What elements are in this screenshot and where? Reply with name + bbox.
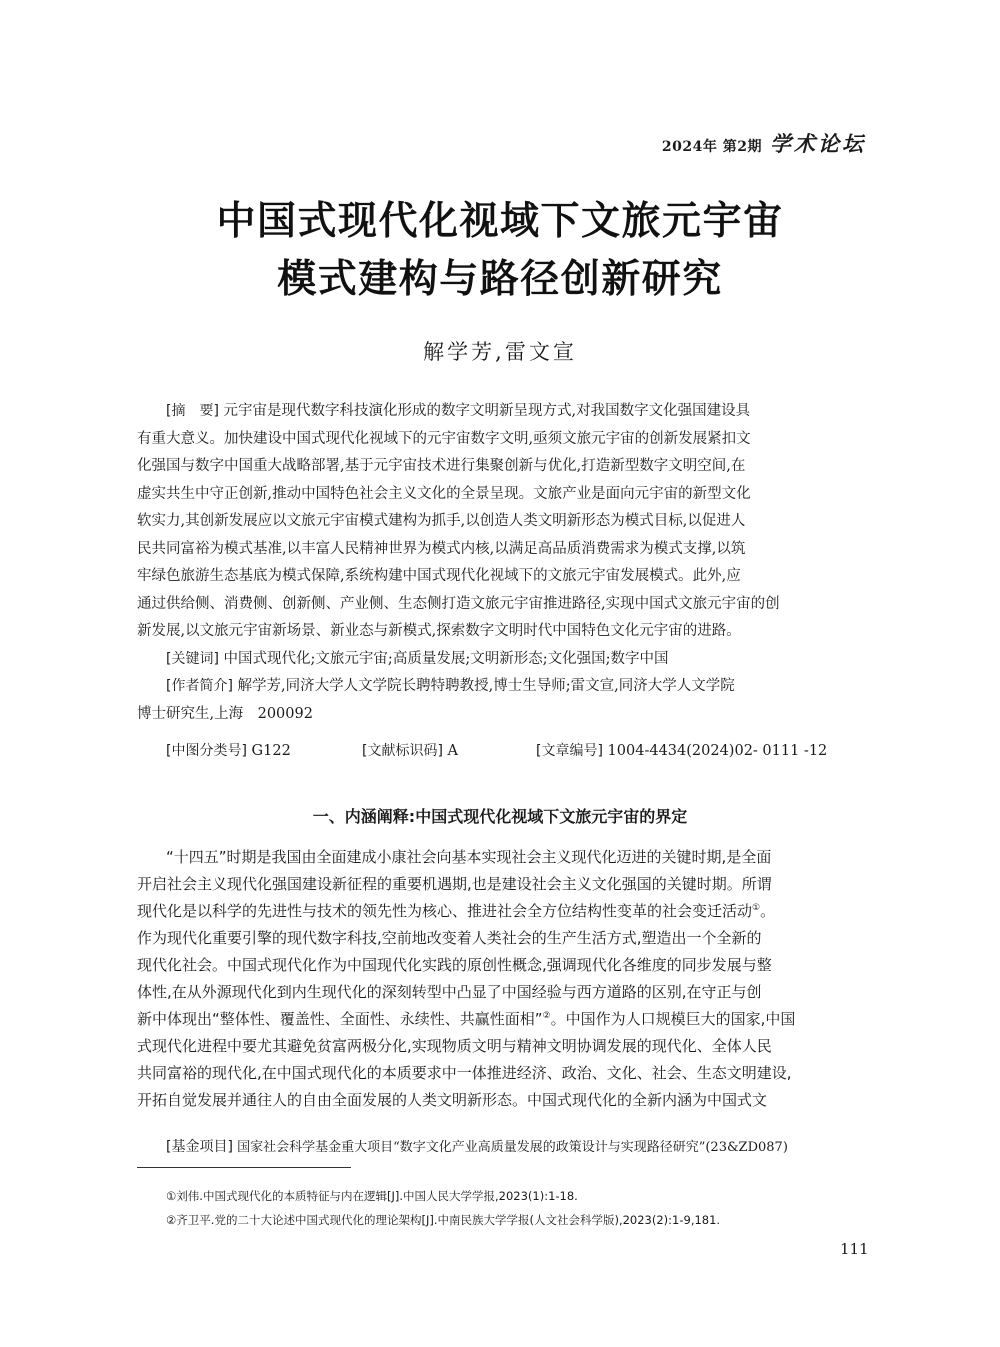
author-intro-line-2: 博士研究生,上海 200092 [137,705,313,722]
abstract-line: 民共同富裕为模式基准,以丰富人民精神世界为模式内核,以满足高品质消费需求为模式支撑,以筑 [137,540,746,557]
footnote-divider [137,1167,351,1168]
document-code: [文献标识码] A [362,743,459,759]
clc-code: [中图分类号] G122 [166,743,291,759]
body-line: 作为现代化重要引擎的现代数字科技,空前地改变着人类社会的生产生活方式,塑造出一个全新的 [137,929,762,947]
classification-row [166,740,866,760]
abstract-line: 通过供给侧、消费侧、创新侧、产业侧、生态侧打造文旅元宇宙推进路径,实现中国式文旅元宇宙的创 [137,595,780,612]
fund-note [166,1136,788,1156]
keywords-label: [关键词] [166,650,219,667]
abstract-line: 虚实共生中守正创新,推动中国特色社会主义文化的全景呈现。文旅产业是面向元宇宙的新型文化 [137,485,751,502]
body-line: 开拓自觉发展并通往人的自由全面发展的人类文明新形态。中国式现代化的全新内涵为中国式文 [137,1091,768,1109]
abstract-line: 有重大意义。加快建设中国式现代化视域下的元宇宙数字文明,亟须文旅元宇宙的创新发展紧扣文 [137,430,751,447]
abstract-line: 化强国与数字中国重大战略部署,基于元宇宙技术进行集聚创新与优化,打造新型数字文明空间,在 [137,458,746,474]
body-line: 共同富裕的现代化,在中国式现代化的本质要求中一体推进经济、政治、文化、社会、生态文明建设, [137,1064,792,1082]
journal-header [662,128,866,158]
abstract-line: 牢绿色旅游生态基底为模式保障,系统构建中国式现代化视域下的文旅元宇宙发展模式。此外,应 [137,568,741,584]
article-authors: 解学芳,雷文宣 [423,340,577,364]
journal-issue: 2024年 第2期 [661,139,762,155]
section-heading: 一、内涵阐释:中国式现代化视域下文旅元宇宙的界定 [312,807,688,826]
body-line: 现代化社会。中国式现代化作为中国现代化实践的原创性概念,强调现代化各维度的同步发展与整 [137,956,772,974]
article-number: [文章编号] 1004-4434(2024)02- 0111 -12 [536,743,828,759]
abstract-line: 软实力,其创新发展应以文旅元宇宙模式建构为抓手,以创造人类文明新形态为模式目标,以促进人 [137,513,746,529]
body-line: 开启社会主义现代化强国建设新征程的重要机遇期,也是建设社会主义文化强国的关键时期。所谓 [137,875,772,893]
article-title-line-1: 中国式现代化视域下文旅元宇宙 [216,199,784,244]
body-line: 式现代化进程中要尤其避免贫富两极分化,实现物质文明与精神文明协调发展的现代化、全体人民 [137,1037,772,1055]
fund-label: [基金项目] [166,1139,233,1155]
body-line: 体性,在从外源现代化到内生现代化的深刻转型中凸显了中国经验与西方道路的区别,在守正与创 [137,983,762,1001]
keywords [137,646,867,674]
abstract-label: [摘 要] [166,403,219,419]
page-number: 111 [840,1240,869,1258]
journal-name: 学术论坛 [770,131,866,156]
body-line: 现代化是以科学的先进性与技术的领先性为核心、推进社会全方位结构性变革的社会变迁活动①。 [137,902,776,920]
abstract-line: [摘 要] 元宇宙是现代数字科技演化形成的数字文明新呈现方式,对我国数字文化强国建设具 [166,403,751,419]
body-line: “十四五”时期是我国由全面建成小康社会向基本实现社会主义现代化迈进的关键时期,是全面 [166,848,772,866]
abstract [137,398,867,728]
fund-text: 国家社会科学基金重大项目“数字文化产业高质量发展的政策设计与实现路径研究”(23&ZD087) [232,1140,788,1155]
body-line: 新中体现出“整体性、覆盖性、全面性、永续性、共赢性面相”②。中国作为人口规模巨大的国家,中国 [137,1010,796,1028]
footnote-ref[interactable]: ① [752,903,761,913]
footnote-ref[interactable]: ② [542,1011,551,1021]
author-intro: [作者简介] 解学芳,同济大学人文学院长聘特聘教授,博士生导师;雷文宣,同济大学人文学院 [166,678,735,694]
footnote: ①刘伟.中国式现代化的本质特征与内在逻辑[J].中国人民大学学报,2023(1):1-18. [166,1189,578,1203]
abstract-line: 新发展,以文旅元宇宙新场景、新业态与新模式,探索数字文明时代中国特色文化元宇宙的进路。 [137,623,741,639]
section-body [137,844,867,1114]
footnote: ②齐卫平.党的二十大论述中国式现代化的理论架构[J].中南民族大学学报(人文社会科学版),2023(2):1-9,181. [166,1213,721,1227]
author-intro-label: [作者简介] [166,678,233,694]
article-title-line-2: 模式建构与路径创新研究 [277,257,723,302]
keywords-text: 中国式现代化;文旅元宇宙;高质量发展;文明新形态;文化强国;数字中国 [218,650,669,667]
